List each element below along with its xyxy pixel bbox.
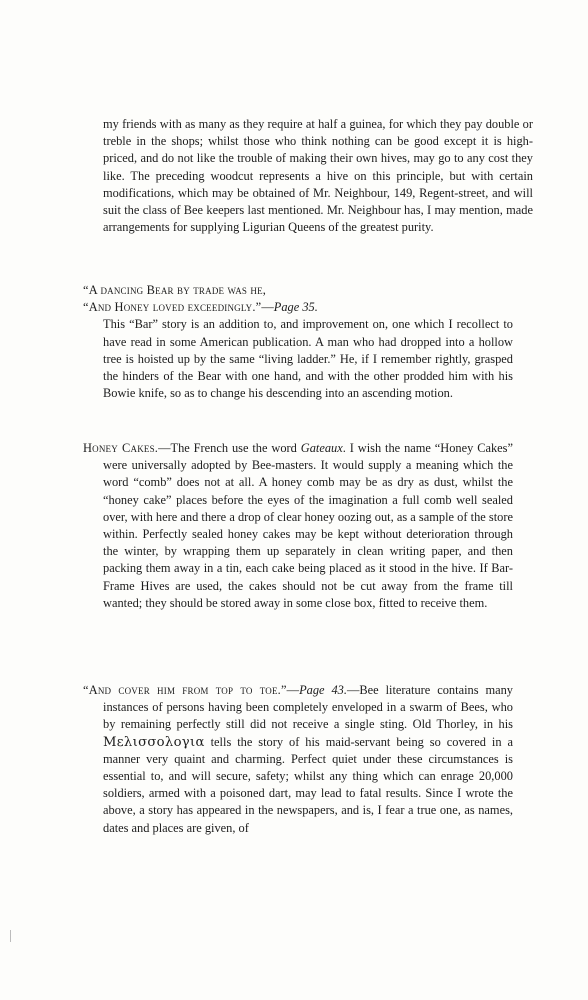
heading-dash: — [261,300,274,315]
section-cover-him [83,682,513,837]
margin-mark [10,930,11,942]
paragraph-continuation [83,116,533,236]
section-paragraph [83,682,513,837]
section-body-part-1: —Bee literature contains many instances of persons having been completely enveloped in a swarm of Bees, who by remaining perfectly still did not receive a single sting. Old Thorley, in his [103,683,514,732]
section-body: This “Bar” story is an addition to, and improvement on, one which I recollect to have read in some American publication. A man who had dropped into a hollow tree is hoisted up by the same “living ladder.” He, if I remember rightly, grasped the hinders of the Bear with one hand, and with the other prodded him with his Bowie knife, so as to change his descending into an ascending motion. [103,317,513,401]
verse-heading-line-2 [83,299,513,316]
section-dancing-bear [83,282,513,402]
verse-heading-line-1: “A dancing Bear by trade was he, [83,283,267,297]
section-paragraph [83,440,513,612]
section-honey-cakes [83,440,513,612]
section-lead: —The French use the word [158,441,301,455]
section-body: . I wish the name “Honey Cakes” were universally adopted by Bee-masters. It would supply a meaning which the word “comb” does not at all. A honey comb may be as dry as dust, whilst the “honey cake” places before the eyes of the imagination a full comb well sealed over, with here and there a drop of clear honey oozing out, as a sample of the store within. Perfectly sealed honey cakes may be kept without deterioration through the winter, by wrapping them up separately in clean writing paper, and then packing them away in a tin, each cake being placed as it stood in the hive. If Bar-Frame Hives are used, the cakes should not be cut away from the frame till wanted; they should be stored away in some close box, fitted to receive them. [103,441,513,610]
paragraph-text: my friends with as many as they require at half a guinea, for which they pay double or treble in the shops; whilst those who think nothing can be good except it is high-priced, and do not like the trouble of making their own hives, may go to any cost they like. The preceding woodcut represents a hive on this principle, but with certain modifications, which may be obtained of Mr. Neighbour, 149, Regent-street, and will suit the class of Bee keepers last mentioned. Mr. Neighbour has, I may mention, made arrangements for supplying Ligurian Queens of the greatest purity. [103,117,533,235]
page-reference: Page 43. [299,683,347,697]
verse-heading-text: “And Honey loved exceedingly.” [83,300,262,315]
foreign-word: Gateaux [300,441,343,455]
section-heading: “And cover him from top to toe.” [83,683,287,697]
section-body-part-2: tells the story of his maid-servant being so covered in a manner very quaint and charming. Perfect quiet under these circumstances is essential to, and will secure, safety; whilst any thing which can enrage 20,000 soldiers, armed with a poisoned dart, may lead to fatal results. Since I wrote the above, a story has appeared in the newspapers, and is, I fear a true one, as names, dates and places are given, of [103,734,513,835]
page-reference: Page 35. [273,300,318,315]
heading-dash: — [286,683,300,697]
greek-book-title: Μελισσολογια [103,734,205,750]
section-heading: Honey Cakes. [83,441,159,455]
